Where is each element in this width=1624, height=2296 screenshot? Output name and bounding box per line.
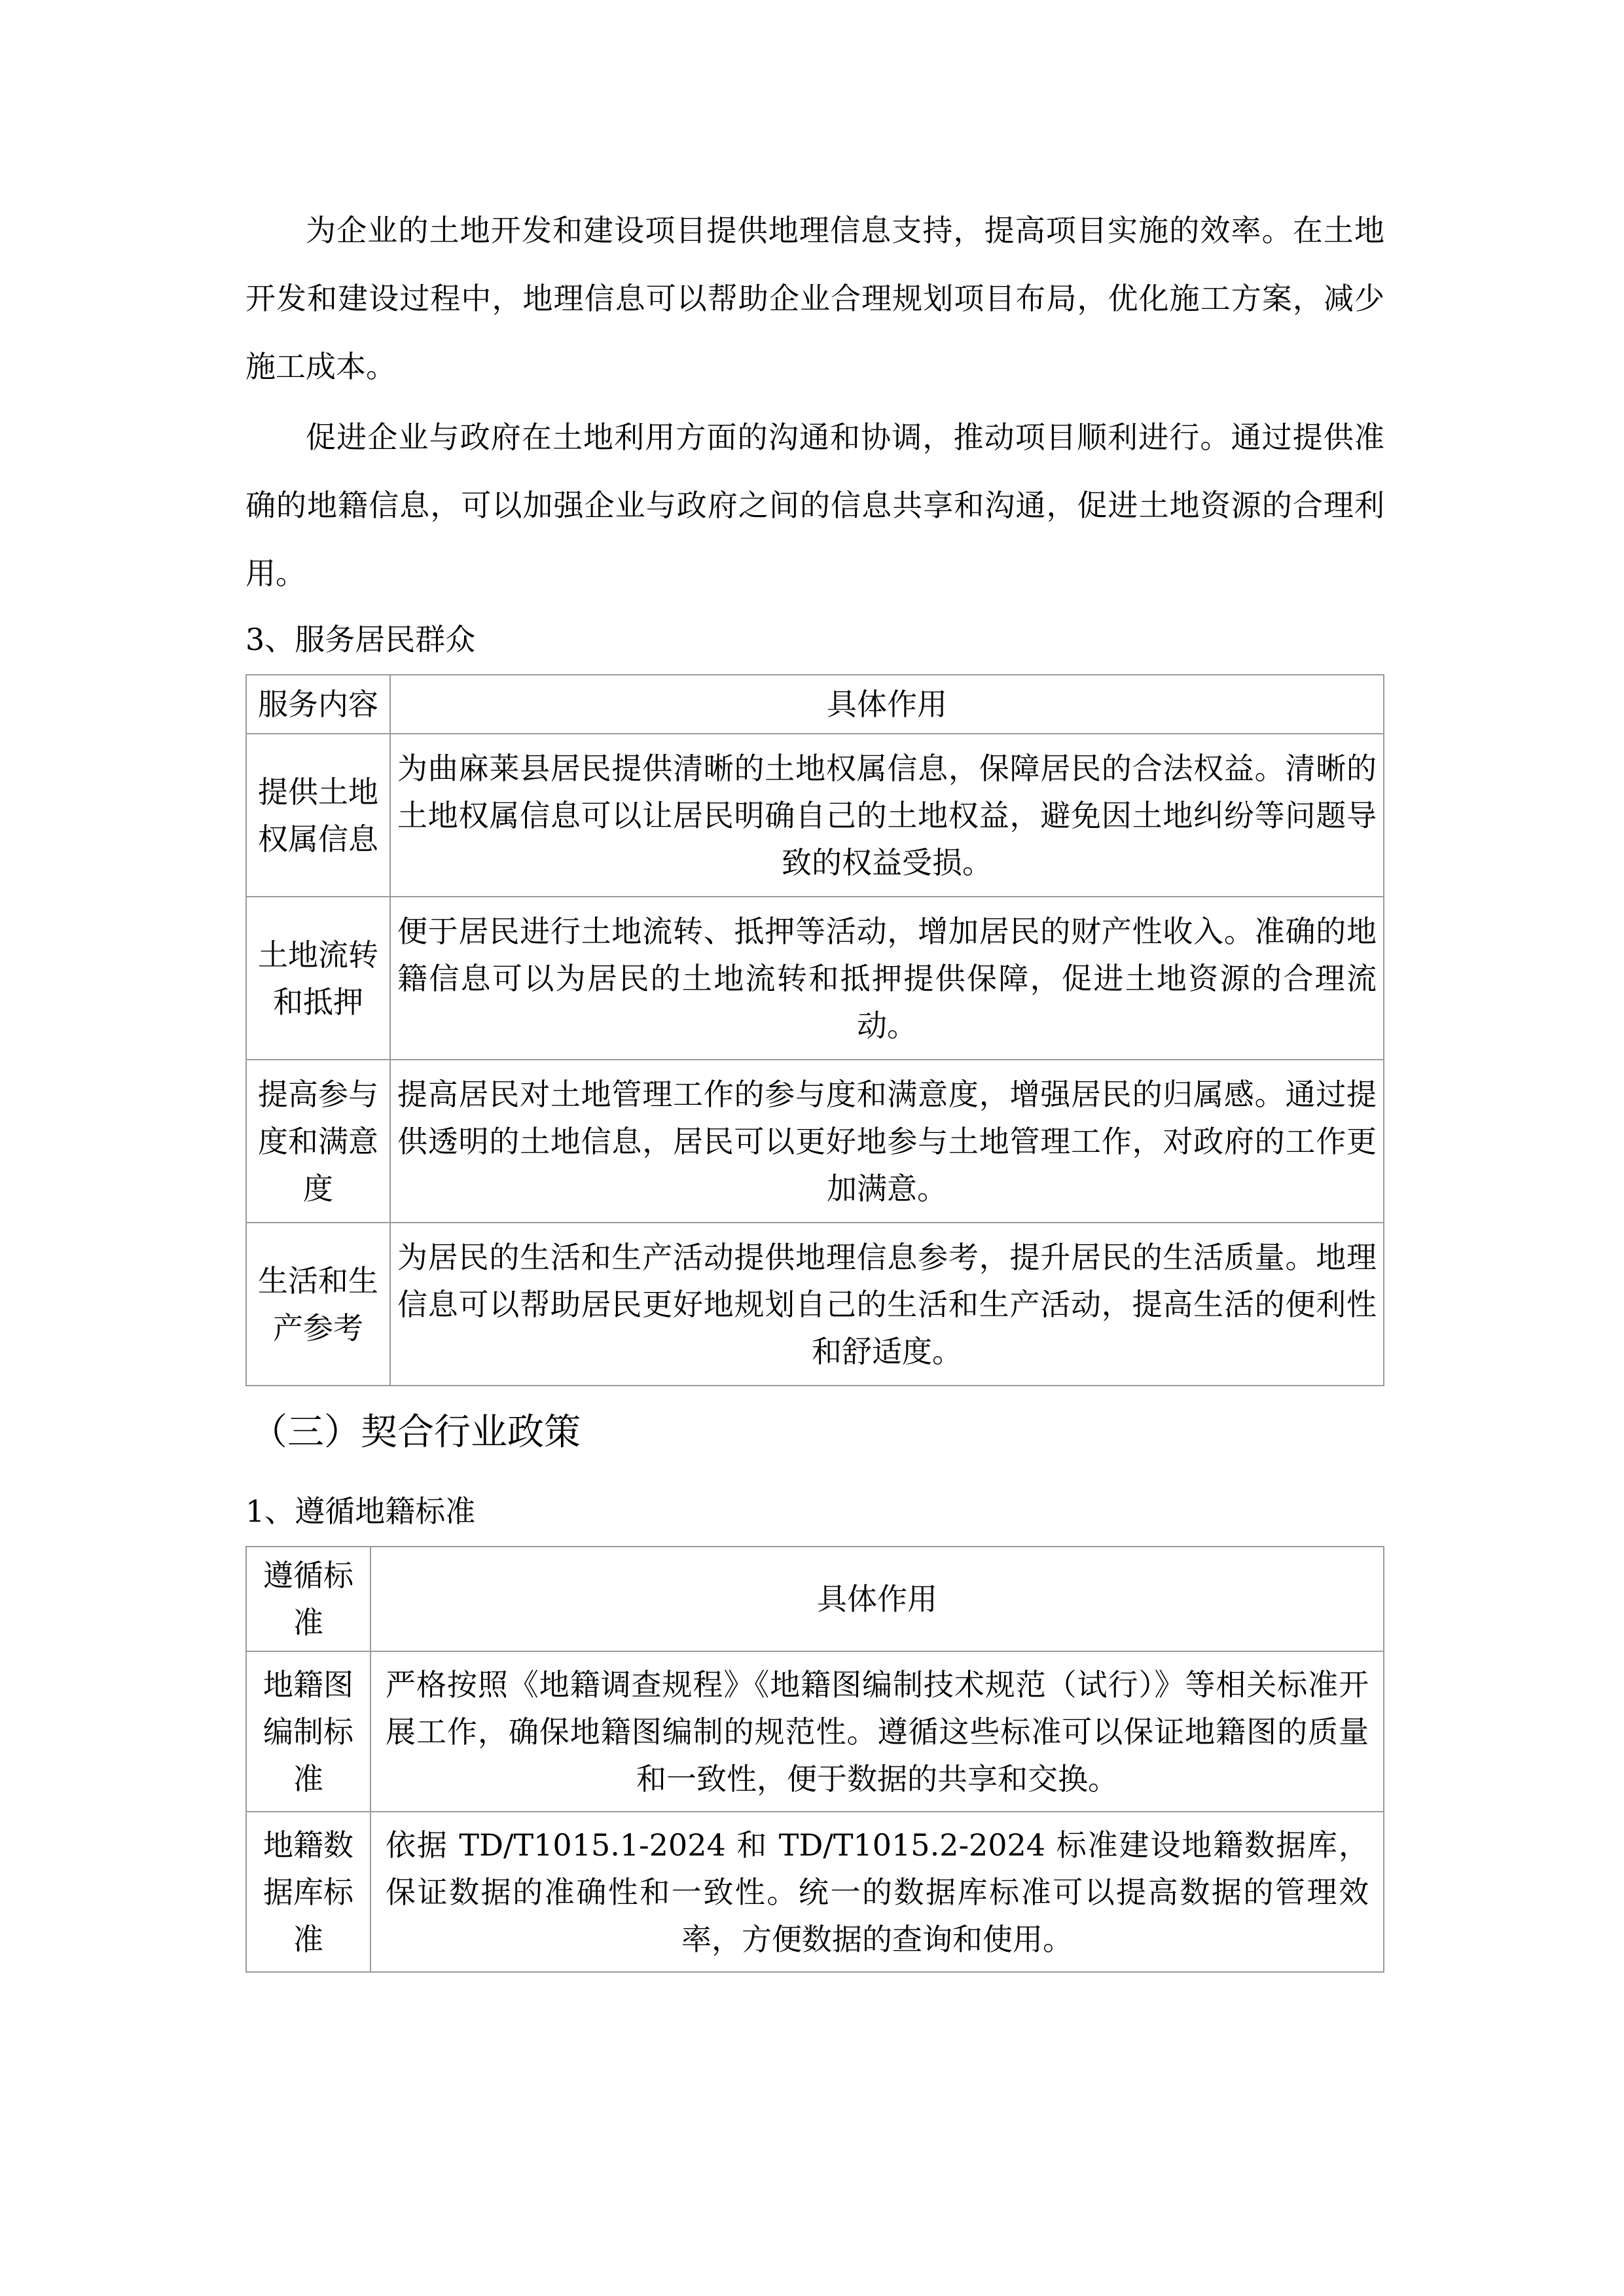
table-row xyxy=(246,1651,1384,1812)
paragraph-enterprise-government: 促进企业与政府在土地利用方面的沟通和协调，推动项目顺利进行。通过提供准确的地籍信息，可以加强企业与政府之间的信息共享和沟通，促进土地资源的合理利用。 xyxy=(245,420,1384,591)
residents-service-table xyxy=(245,674,1384,1386)
row-label: 地籍数据库标准 xyxy=(246,1812,370,1972)
table-row xyxy=(246,1060,1384,1223)
table-row xyxy=(246,1812,1384,1972)
major-section-heading: （三）契合行业政策 xyxy=(251,1411,581,1454)
row-description: 提高居民对土地管理工作的参与度和满意度，增强居民的归属感。通过提供透明的土地信息，居民可以更好地参与土地管理工作，对政府的工作更加满意。 xyxy=(390,1060,1384,1223)
table-row xyxy=(246,897,1384,1060)
column-header-service: 服务内容 xyxy=(246,675,390,734)
row-description: 严格按照《地籍调查规程》《地籍图编制技术规范（试行）》等相关标准开展工作，确保地籍图编制的规范性。遵循这些标准可以保证地籍图的质量和一致性，便于数据的共享和交换。 xyxy=(370,1651,1384,1812)
standards-table xyxy=(245,1546,1384,1973)
row-label: 地籍图编制标准 xyxy=(246,1651,370,1812)
row-description: 依据 TD/T1015.1-2024 和 TD/T1015.2-2024 标准建设地籍数据库，保证数据的准确性和一致性。统一的数据库标准可以提高数据的管理效率，方便数据的查询和使用。 xyxy=(370,1812,1384,1972)
row-description: 为曲麻莱县居民提供清晰的土地权属信息，保障居民的合法权益。清晰的土地权属信息可以让居民明确自己的土地权益，避免因土地纠纷等问题导致的权益受损。 xyxy=(390,734,1384,897)
column-header-effect: 具体作用 xyxy=(370,1547,1384,1651)
column-header-effect: 具体作用 xyxy=(390,675,1384,734)
page-content xyxy=(245,196,1384,1973)
row-label: 生活和生产参考 xyxy=(246,1223,390,1386)
row-description: 为居民的生活和生产活动提供地理信息参考，提升居民的生活质量。地理信息可以帮助居民更好地规划自己的生活和生产活动，提高生活的便利性和舒适度。 xyxy=(390,1223,1384,1386)
row-label: 土地流转和抵押 xyxy=(246,897,390,1060)
column-header-standard: 遵循标准 xyxy=(246,1547,370,1651)
row-description: 便于居民进行土地流转、抵押等活动，增加居民的财产性收入。准确的地籍信息可以为居民的土地流转和抵押提供保障，促进土地资源的合理流动。 xyxy=(390,897,1384,1060)
table-row xyxy=(246,734,1384,897)
row-label: 提供土地权属信息 xyxy=(246,734,390,897)
table-row xyxy=(246,1223,1384,1386)
section-heading-cadastral-standards: 1、遵循地籍标准 xyxy=(245,1494,476,1529)
table-header-row xyxy=(246,1547,1384,1651)
section-heading-serve-residents: 3、服务居民群众 xyxy=(245,622,476,657)
paragraph-enterprise-support: 为企业的土地开发和建设项目提供地理信息支持，提高项目实施的效率。在土地开发和建设过程中，地理信息可以帮助企业合理规划项目布局，优化施工方案，减少施工成本。 xyxy=(245,213,1384,384)
row-label: 提高参与度和满意度 xyxy=(246,1060,390,1223)
table-header-row xyxy=(246,675,1384,734)
